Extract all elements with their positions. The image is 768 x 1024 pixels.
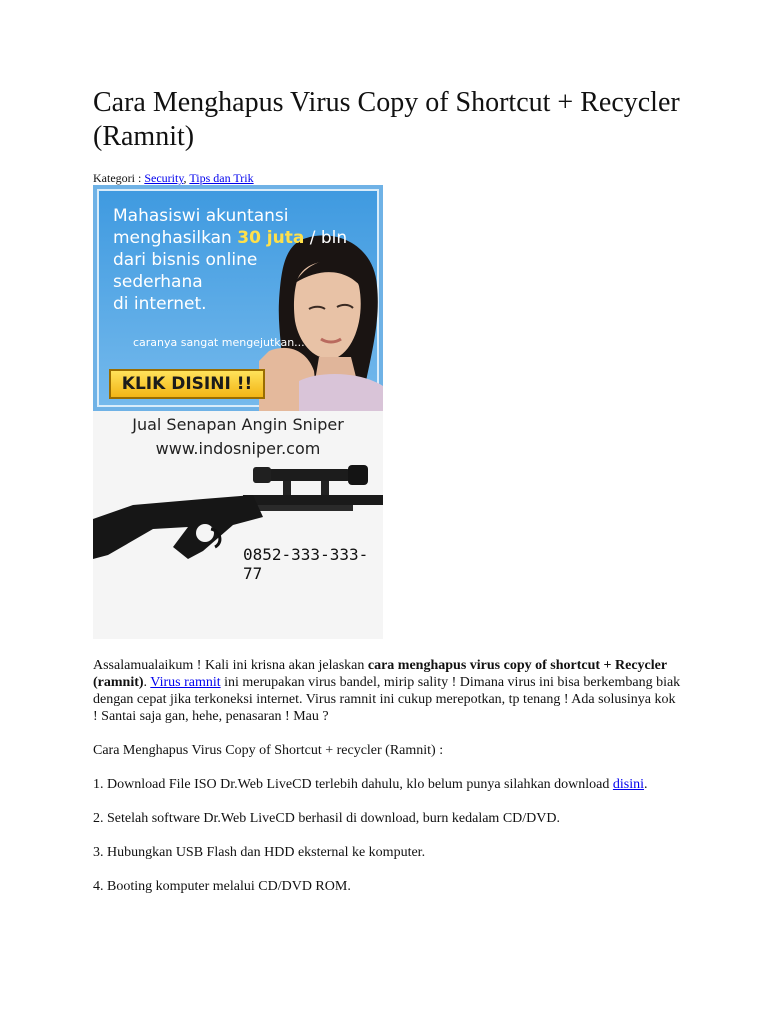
article-title: Cara Menghapus Virus Copy of Shortcut + Recycler (Ramnit) (93, 87, 680, 152)
step-3: 3. Hubungkan USB Flash dan HDD eksternal ke komputer. (93, 845, 426, 860)
ad-sniper-url: www.indosniper.com (155, 439, 321, 458)
ad-headline (113, 205, 383, 315)
step-1 (93, 776, 683, 793)
intro-text-3: ini merupakan virus bandel, mirip sality ! Dimana virus ini bisa berkembang biak dengan cepat jika terkoneksi internet. Virus ramnit ini cukup merepotkan, tp tenang ! Ada solusinya kok ! Santai saja gan, hehe, penasaran ! Mau ? (93, 675, 681, 724)
ad-line-4: sederhana (113, 272, 203, 292)
download-link[interactable]: disini (612, 777, 645, 792)
ad-line-2-prefix: menghasilkan (113, 228, 238, 248)
ad-click-button[interactable]: KLIK DISINI !! (109, 369, 265, 399)
ad-line-3: dari bisnis online (113, 250, 258, 270)
intro-text-1: Assalamualaikum ! Kali ini krisna akan jelaskan (93, 658, 368, 673)
intro-text-2: . (143, 675, 151, 690)
step-4: 4. Booting komputer melalui CD/DVD ROM. (93, 879, 351, 894)
virus-ramnit-link[interactable]: Virus ramnit (150, 675, 221, 690)
ad-sniper-title: Jual Senapan Angin Sniper (132, 415, 344, 434)
intro-bold: cara menghapus virus copy of shortcut + Recycler (ramnit) (93, 658, 667, 690)
ad-sniper-phone: 0852-333-333-77 (243, 545, 369, 583)
ad-banner-frame (97, 189, 379, 407)
ad-line-1: Mahasiswi akuntansi (113, 206, 289, 226)
step-1-text: 1. Download File ISO Dr.Web LiveCD terlebih dahulu, klo belum punya silahkan download (93, 777, 613, 792)
category-link-security[interactable]: Security (144, 171, 184, 185)
ad-subtext: caranya sangat mengejutkan... (133, 336, 305, 349)
ad-line-2-highlight: 30 juta (237, 228, 305, 248)
intro-paragraph (93, 657, 683, 725)
step-1-end: . (644, 777, 648, 792)
ad-line-2-suffix: / bln (304, 228, 348, 248)
category-separator: , (183, 171, 190, 185)
category-link-tips[interactable]: Tips dan Trik (189, 171, 254, 185)
ad-line-5: di internet. (113, 294, 207, 314)
step-2: 2. Setelah software Dr.Web LiveCD berhasil di download, burn kedalam CD/DVD. (93, 811, 560, 826)
category-line (93, 171, 254, 185)
ad-banner-sniper[interactable] (93, 411, 383, 639)
category-prefix: Kategori : (93, 171, 145, 185)
ad-banner-bisnis[interactable] (93, 185, 383, 411)
steps-heading: Cara Menghapus Virus Copy of Shortcut + recycler (Ramnit) : (93, 743, 444, 758)
article-body (93, 657, 683, 912)
